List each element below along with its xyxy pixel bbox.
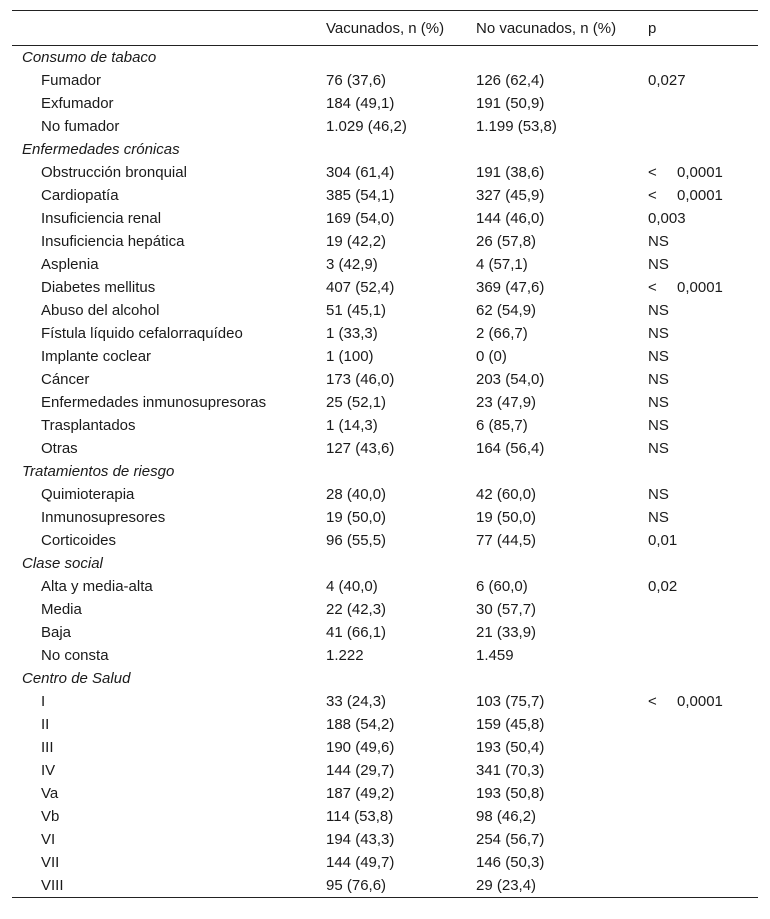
- header-vaccinated-column: Vacunados, n (%): [316, 11, 466, 46]
- not-vaccinated-value: 193 (50,4): [476, 739, 545, 756]
- vaccinated-value: 51 (45,1): [326, 302, 387, 319]
- table-row: [12, 874, 758, 898]
- row-label: Quimioterapia: [41, 486, 135, 503]
- table-row: [12, 207, 758, 230]
- table-row: [12, 115, 758, 138]
- vaccinated-value: 19 (50,0): [326, 509, 387, 526]
- not-vaccinated-value: 193 (50,8): [476, 785, 545, 802]
- row-label: Corticoides: [41, 532, 117, 549]
- vaccinated-value: 188 (54,2): [326, 716, 395, 733]
- vaccinated-value: 96 (55,5): [326, 532, 387, 549]
- section-row: [12, 552, 758, 575]
- row-label: Insuficiencia hepática: [41, 233, 185, 250]
- p-value-cell: [638, 736, 758, 759]
- p-value: NS: [648, 440, 669, 457]
- vaccinated-value: 28 (40,0): [326, 486, 387, 503]
- section-title: Tratamientos de riesgo: [22, 463, 175, 480]
- row-label: Inmunosupresores: [41, 509, 166, 526]
- p-value-cell: [638, 161, 758, 184]
- table-row: [12, 69, 758, 92]
- not-vaccinated-value: 1.459: [476, 647, 514, 664]
- section-title: Clase social: [22, 555, 103, 572]
- vaccinated-value: 187 (49,2): [326, 785, 395, 802]
- p-value: 0,0001: [677, 164, 723, 181]
- p-value: NS: [648, 348, 669, 365]
- not-vaccinated-value: 98 (46,2): [476, 808, 537, 825]
- vaccinated-value: 184 (49,1): [326, 95, 395, 112]
- not-vaccinated-value: 21 (33,9): [476, 624, 537, 641]
- table-row: [12, 621, 758, 644]
- vaccinated-value: 1 (33,3): [326, 325, 378, 342]
- p-value-cell: [638, 437, 758, 460]
- p-value-cell: [638, 598, 758, 621]
- vaccinated-value: 407 (52,4): [326, 279, 395, 296]
- row-label: Media: [41, 601, 82, 618]
- p-value: NS: [648, 256, 669, 273]
- not-vaccinated-value: 327 (45,9): [476, 187, 545, 204]
- header-not-vaccinated-column: No vacunados, n (%): [466, 11, 638, 46]
- table-row: [12, 322, 758, 345]
- not-vaccinated-value: 77 (44,5): [476, 532, 537, 549]
- header-label-column: [12, 11, 316, 46]
- table-row: [12, 299, 758, 322]
- row-label: III: [41, 739, 54, 756]
- p-value-cell: [638, 828, 758, 851]
- p-value-cell: [638, 69, 758, 92]
- p-value-cell: [638, 322, 758, 345]
- table-row: [12, 529, 758, 552]
- not-vaccinated-value: 26 (57,8): [476, 233, 537, 250]
- header-row: [12, 11, 758, 46]
- p-value-cell: [638, 506, 758, 529]
- section-title: Centro de Salud: [22, 670, 131, 687]
- row-label: Cardiopatía: [41, 187, 119, 204]
- section-row: [12, 667, 758, 690]
- row-label: Vb: [41, 808, 60, 825]
- row-label: Baja: [41, 624, 72, 641]
- not-vaccinated-value: 30 (57,7): [476, 601, 537, 618]
- vaccinated-value: 144 (29,7): [326, 762, 395, 779]
- table-row: [12, 414, 758, 437]
- p-value-cell: [638, 805, 758, 828]
- row-label: VIII: [12, 874, 316, 898]
- p-value: NS: [648, 325, 669, 342]
- vaccinated-value: 304 (61,4): [326, 164, 395, 181]
- not-vaccinated-value: 191 (50,9): [476, 95, 545, 112]
- row-label: Insuficiencia renal: [41, 210, 162, 227]
- not-vaccinated-value: 191 (38,6): [476, 164, 545, 181]
- not-vaccinated-value: 254 (56,7): [476, 831, 545, 848]
- not-vaccinated-value: 369 (47,6): [476, 279, 545, 296]
- row-label: Fístula líquido cefalorraquídeo: [41, 325, 243, 342]
- p-value: NS: [648, 371, 669, 388]
- not-vaccinated-value: 341 (70,3): [476, 762, 545, 779]
- vaccinated-value: 3 (42,9): [326, 256, 378, 273]
- p-value: NS: [648, 509, 669, 526]
- not-vaccinated-value: 19 (50,0): [476, 509, 537, 526]
- table-row: [12, 253, 758, 276]
- p-value-cell: [638, 391, 758, 414]
- row-label: Exfumador: [41, 95, 114, 112]
- p-value: NS: [648, 486, 669, 503]
- row-label: VII: [41, 854, 60, 871]
- table-row: [12, 828, 758, 851]
- not-vaccinated-value: 164 (56,4): [476, 440, 545, 457]
- vaccinated-value: 19 (42,2): [326, 233, 387, 250]
- p-value: 0,01: [648, 532, 678, 549]
- p-value-cell: [638, 368, 758, 391]
- table-row: [12, 391, 758, 414]
- not-vaccinated-value: 6 (60,0): [476, 578, 528, 595]
- p-value-cell: [638, 184, 758, 207]
- row-label: Obstrucción bronquial: [41, 164, 187, 181]
- table-row: [12, 276, 758, 299]
- not-vaccinated-value: 203 (54,0): [476, 371, 545, 388]
- table-row: [12, 575, 758, 598]
- row-label: Diabetes mellitus: [41, 279, 156, 296]
- p-value-cell: [638, 414, 758, 437]
- row-label: Enfermedades inmunosupresoras: [41, 394, 267, 411]
- row-label: II: [41, 716, 50, 733]
- not-vaccinated-value: 23 (47,9): [476, 394, 537, 411]
- p-value: NS: [648, 394, 669, 411]
- table-row: [12, 92, 758, 115]
- table-row: [12, 736, 758, 759]
- not-vaccinated-value: 146 (50,3): [476, 854, 545, 871]
- table-row: [12, 437, 758, 460]
- not-vaccinated-value: 4 (57,1): [476, 256, 528, 273]
- p-value-cell: [638, 575, 758, 598]
- data-table-container: [12, 10, 758, 898]
- vaccinated-value: 33 (24,3): [326, 693, 387, 710]
- vaccinated-value: 76 (37,6): [326, 72, 387, 89]
- table-row: [12, 598, 758, 621]
- row-label: No fumador: [41, 118, 120, 135]
- row-label: Va: [41, 785, 59, 802]
- table-row: [12, 345, 758, 368]
- p-value-cell: [638, 345, 758, 368]
- p-value-cell: [638, 253, 758, 276]
- p-value-cell: [638, 690, 758, 713]
- not-vaccinated-value: 0 (0): [476, 348, 507, 365]
- vaccinated-value: 41 (66,1): [326, 624, 387, 641]
- p-value-cell: [638, 483, 758, 506]
- not-vaccinated-value: 126 (62,4): [476, 72, 545, 89]
- not-vaccinated-value: 29 (23,4): [466, 874, 638, 898]
- p-value-cell: [638, 529, 758, 552]
- p-value: NS: [648, 302, 669, 319]
- p-value-cell: [638, 644, 758, 667]
- table-row: [12, 230, 758, 253]
- p-value-cell: [638, 874, 758, 898]
- vaccinated-value: 194 (43,3): [326, 831, 395, 848]
- less-than-symbol: <: [648, 164, 657, 181]
- not-vaccinated-value: 62 (54,9): [476, 302, 537, 319]
- vaccinated-value: 25 (52,1): [326, 394, 387, 411]
- less-than-symbol: <: [648, 187, 657, 204]
- vaccinated-value: 1 (100): [326, 348, 374, 365]
- table-row: [12, 805, 758, 828]
- vaccinated-value: 1 (14,3): [326, 417, 378, 434]
- row-label: Fumador: [41, 72, 102, 89]
- row-label: Otras: [41, 440, 78, 457]
- p-value-cell: [638, 230, 758, 253]
- not-vaccinated-value: 159 (45,8): [476, 716, 545, 733]
- p-value: NS: [648, 233, 669, 250]
- not-vaccinated-value: 42 (60,0): [476, 486, 537, 503]
- vaccinated-value: 144 (49,7): [326, 854, 395, 871]
- vaccinated-value: 114 (53,8): [326, 808, 394, 825]
- vaccinated-value: 385 (54,1): [326, 187, 395, 204]
- vaccinated-value: 190 (49,6): [326, 739, 395, 756]
- p-value-cell: [638, 851, 758, 874]
- table-row: [12, 851, 758, 874]
- vaccinated-value: 4 (40,0): [326, 578, 378, 595]
- row-label: I: [41, 693, 46, 710]
- section-row: [12, 46, 758, 70]
- not-vaccinated-value: 2 (66,7): [476, 325, 528, 342]
- table-row: [12, 368, 758, 391]
- p-value: NS: [648, 417, 669, 434]
- row-label: No consta: [41, 647, 109, 664]
- not-vaccinated-value: 144 (46,0): [476, 210, 545, 227]
- table-row: [12, 713, 758, 736]
- table-row: [12, 483, 758, 506]
- section-title: Enfermedades crónicas: [22, 141, 180, 158]
- p-value: 0,0001: [677, 693, 723, 710]
- not-vaccinated-value: 103 (75,7): [476, 693, 545, 710]
- p-value-cell: [638, 713, 758, 736]
- p-value: 0,02: [648, 578, 678, 595]
- section-row: [12, 460, 758, 483]
- p-value-cell: [638, 621, 758, 644]
- row-label: IV: [41, 762, 56, 779]
- row-label: Asplenia: [41, 256, 99, 273]
- p-value-cell: [638, 276, 758, 299]
- vaccinated-value: 22 (42,3): [326, 601, 387, 618]
- not-vaccinated-value: 1.199 (53,8): [476, 118, 557, 135]
- p-value-cell: [638, 207, 758, 230]
- p-value: 0,003: [648, 210, 686, 227]
- row-label: Alta y media-alta: [41, 578, 153, 595]
- row-label: Implante coclear: [41, 348, 152, 365]
- vaccinated-value: 1.222: [326, 647, 364, 664]
- p-value: 0,0001: [677, 279, 723, 296]
- table-row: [12, 782, 758, 805]
- p-value: 0,0001: [677, 187, 723, 204]
- not-vaccinated-value: 6 (85,7): [476, 417, 528, 434]
- table-header: [12, 11, 758, 46]
- table-row: [12, 690, 758, 713]
- section-row: [12, 138, 758, 161]
- header-p-column: p: [638, 11, 758, 46]
- vaccinated-value: 173 (46,0): [326, 371, 395, 388]
- table-row: [12, 759, 758, 782]
- less-than-symbol: <: [648, 279, 657, 296]
- p-value-cell: [638, 92, 758, 115]
- p-value: 0,027: [648, 72, 686, 89]
- row-label: Trasplantados: [41, 417, 136, 434]
- p-value-cell: [638, 782, 758, 805]
- row-label: Cáncer: [41, 371, 90, 388]
- vaccinated-value: 127 (43,6): [326, 440, 395, 457]
- table-row: [12, 184, 758, 207]
- vaccinated-value: 95 (76,6): [316, 874, 466, 898]
- vaccinated-value: 169 (54,0): [326, 210, 395, 227]
- p-value-cell: [638, 299, 758, 322]
- table-row: [12, 644, 758, 667]
- vaccinated-value: 1.029 (46,2): [326, 118, 407, 135]
- row-label: VI: [41, 831, 56, 848]
- table-row: [12, 506, 758, 529]
- table-row: [12, 161, 758, 184]
- table-body: [12, 46, 758, 898]
- section-title: Consumo de tabaco: [22, 49, 157, 66]
- p-value-cell: [638, 115, 758, 138]
- row-label: Abuso del alcohol: [41, 302, 160, 319]
- less-than-symbol: <: [648, 693, 657, 710]
- vaccination-table: [12, 10, 758, 898]
- p-value-cell: [638, 759, 758, 782]
